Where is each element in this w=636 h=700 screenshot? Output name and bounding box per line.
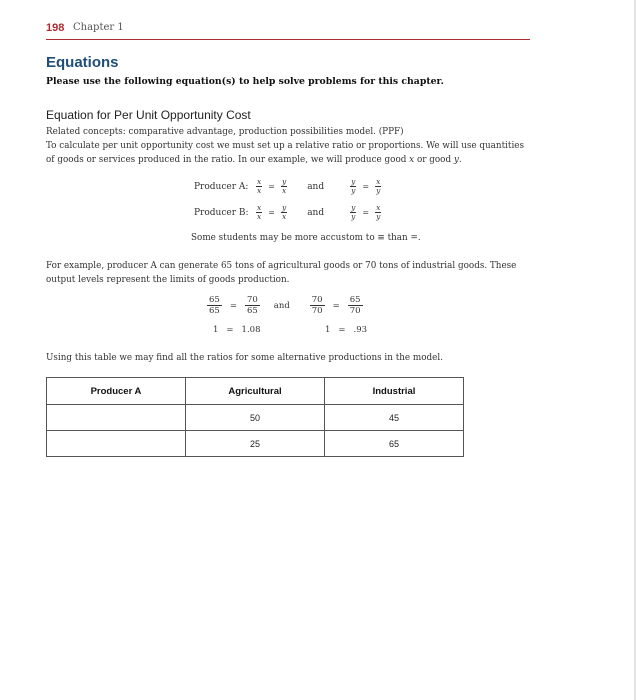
fraction: $\frac{y}{x}$ <box>281 177 287 195</box>
production-table <box>46 377 464 457</box>
note: Some students may be more accustom to ≡ than =. <box>191 233 421 243</box>
table-cell: 45 <box>325 405 464 431</box>
table-cell <box>47 431 186 457</box>
fraction: $\frac{65}{70}$ <box>349 295 361 316</box>
fraction: $\frac{x}{y}$ <box>376 203 381 221</box>
header-agricultural: Agricultural <box>186 378 325 405</box>
related-concepts: Related concepts: comparative advantage, production possibilities model. (PPF) <box>46 127 404 137</box>
fraction: $\frac{70}{65}$ <box>246 295 258 316</box>
table-row <box>47 431 464 457</box>
table-header-row <box>47 378 464 405</box>
instructions: Please use the following equation(s) to help solve problems for this chapter. <box>46 76 444 87</box>
fraction: $\frac{70}{70}$ <box>311 295 323 316</box>
fraction: $\frac{y}{y}$ <box>351 203 356 221</box>
table-intro: Using this table we may find all the ratios for some alternative productions in the model. <box>46 353 443 363</box>
chapter-label: Chapter 1 <box>73 22 124 33</box>
fraction: $\frac{y}{x}$ <box>281 203 287 221</box>
example-result-2: 1 = .93 <box>325 325 368 335</box>
table-cell: 50 <box>186 405 325 431</box>
fraction: $\frac{x}{x}$ <box>257 203 262 221</box>
table-row <box>47 405 464 431</box>
intro-line-2: of goods or services produced in the ratio. In our example, we will produce good x or good y. <box>46 155 462 165</box>
equation-producer-b: Producer B: $\frac{x}{x}$ = $\frac{y}{x}$ and $\frac{y}{y}$ = $\frac{x}{y}$ <box>194 203 381 221</box>
example-result-1: 1 = 1.08 <box>213 325 261 335</box>
intro-line-1: To calculate per unit opportunity cost we must set up a relative ratio or proportions. We will use quantities <box>46 141 525 151</box>
table-cell: 65 <box>325 431 464 457</box>
subsection-title: Equation for Per Unit Opportunity Cost <box>46 108 251 122</box>
fraction: $\frac{x}{x}$ <box>257 177 262 195</box>
equation-label: Producer B: <box>194 207 249 218</box>
page-number: 198 <box>46 22 65 34</box>
header-producer-a: Producer A <box>47 378 186 405</box>
table-cell <box>47 405 186 431</box>
page-header <box>46 22 530 40</box>
fraction: $\frac{65}{65}$ <box>209 295 220 316</box>
equation-label: Producer A: <box>194 181 249 192</box>
equation-producer-a: Producer A: $\frac{x}{x}$ = $\frac{y}{x}$ and $\frac{y}{y}$ = $\frac{x}{y}$ <box>194 177 381 195</box>
example-fractions: $\frac{65}{65}$ = $\frac{70}{65}$ and $\frac{70}{70}$ = $\frac{65}{70}$ <box>209 295 361 316</box>
header-industrial: Industrial <box>325 378 464 405</box>
example-line-1: For example, producer A can generate 65 tons of agricultural goods or 70 tons of industrial goods. These <box>46 261 517 271</box>
table-cell: 25 <box>186 431 325 457</box>
example-line-2: output levels represent the limits of goods production. <box>46 275 290 285</box>
fraction: $\frac{x}{y}$ <box>376 177 381 195</box>
fraction: $\frac{y}{y}$ <box>351 177 356 195</box>
section-title: Equations <box>46 54 119 71</box>
